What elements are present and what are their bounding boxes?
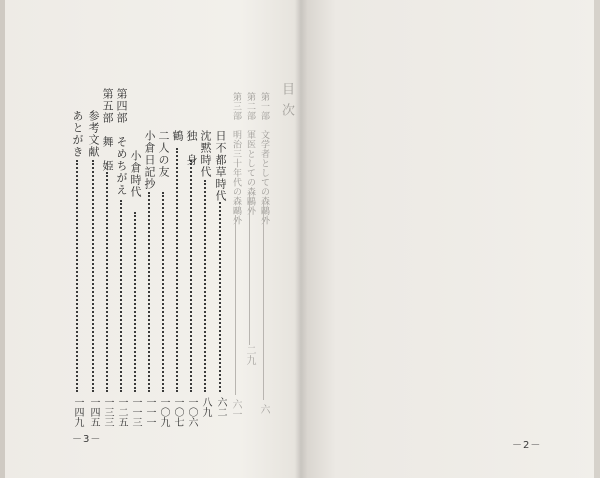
toc-title: 目次	[279, 82, 294, 124]
toc-entry-page: 一〇六	[186, 397, 197, 427]
toc-entry-page: 一〇七	[172, 397, 183, 427]
toc-entry-label: 二人の友	[157, 130, 170, 178]
toc-entry-label: 第二部 軍医としての森鷗外	[245, 92, 255, 216]
toc-leader	[120, 200, 122, 392]
toc-entry-page: 六一	[230, 399, 241, 419]
toc-entry-page: 一一三	[130, 397, 141, 427]
toc-leader	[148, 192, 150, 392]
toc-leader	[190, 160, 192, 392]
toc-entry-label: 第四部 そめちがえ	[115, 88, 128, 196]
toc-entry-label: 小倉時代	[129, 150, 142, 198]
toc-entry-label: 鶴	[171, 130, 184, 142]
toc-leader	[106, 172, 108, 392]
toc-leader	[249, 195, 250, 345]
toc-entry-page: 一四五	[88, 397, 99, 427]
toc-entry-page: 一四九	[72, 397, 83, 427]
toc-entry-page: 一二五	[116, 397, 127, 427]
toc-entry-page: 六二	[215, 397, 226, 417]
toc-entry-label: 第一部 文学者としての森鷗外	[259, 92, 269, 225]
toc-entry-page: 二九	[244, 345, 255, 365]
toc-leader	[92, 160, 94, 392]
toc-entry-page: 一三三	[102, 397, 113, 427]
toc-entry-label: 独 身	[185, 130, 198, 166]
toc-entry-label: 第五部 舞 姫	[101, 88, 114, 172]
toc-entry-label: 参考文献	[87, 110, 100, 158]
toc-entry-page: 一一一	[144, 397, 155, 427]
book-gutter	[295, 0, 307, 478]
toc-leader	[204, 180, 206, 392]
page-edge	[0, 0, 5, 478]
toc-leader	[263, 200, 264, 400]
toc-leader	[76, 160, 78, 392]
toc-entry-label: 第三部 明治三十年代の森鷗外	[231, 92, 241, 225]
toc-leader	[235, 215, 236, 395]
toc-entry-label: 日不都草時代	[214, 130, 227, 202]
toc-leader	[162, 192, 164, 392]
toc-entry-label: あとがき	[71, 110, 84, 158]
page-number: －3－	[72, 434, 102, 445]
toc-entry-label: 沈黙時代	[199, 130, 212, 178]
toc-entry-page: 一〇九	[158, 397, 169, 427]
toc-leader	[134, 212, 136, 392]
toc-leader	[176, 148, 178, 392]
toc-leader	[219, 202, 221, 392]
page-number: －2－	[512, 440, 542, 451]
toc-entry-page: 八九	[200, 397, 211, 417]
toc-entry-page: 六	[258, 404, 269, 414]
toc-entry-label: 小倉日記抄	[143, 130, 156, 190]
page-edge	[594, 0, 600, 478]
